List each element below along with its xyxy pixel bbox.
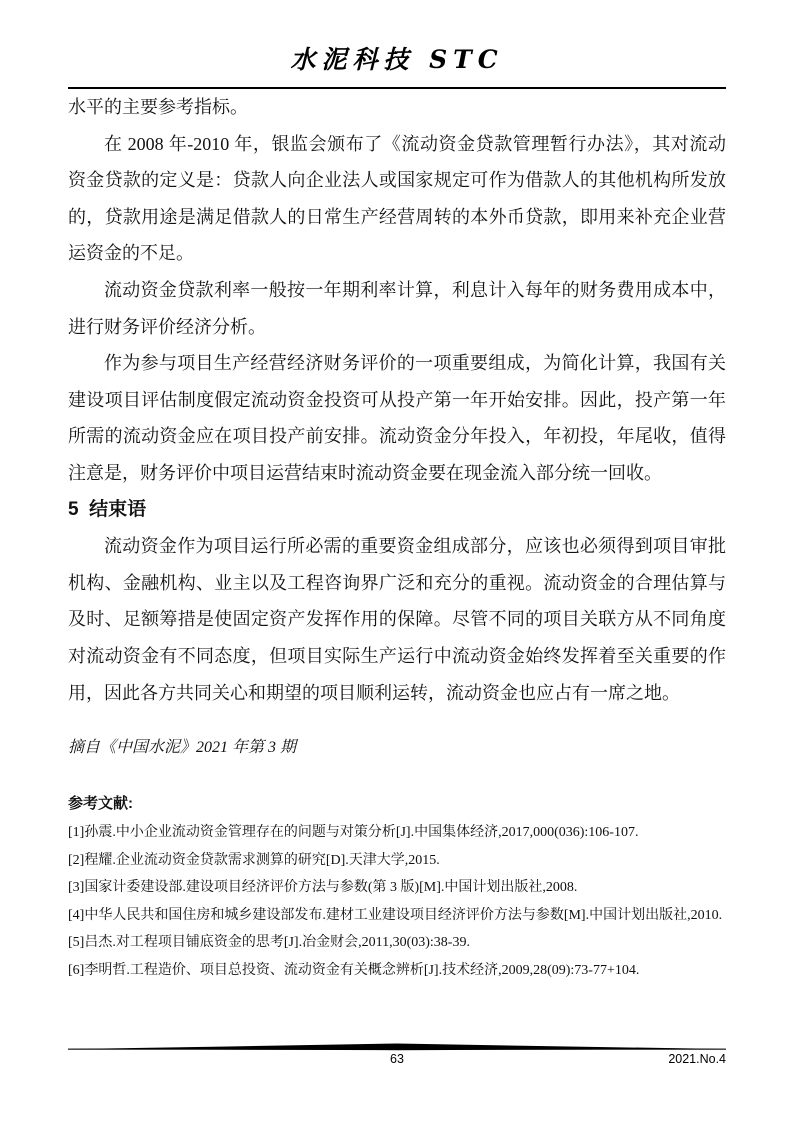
body-paragraph: 流动资金贷款利率一般按一年期利率计算，利息计入每年的财务费用成本中，进行财务评价经济分析。 [68,279,726,337]
page-footer [68,1042,726,1070]
conclusion-paragraph: 流动资金作为项目运行所必需的重要资金组成部分，应该也必须得到项目审批机构、金融机构、业主以及工程咨询界广泛和充分的重视。流动资金的合理估算与及时、足额筹措是使固定资产发挥作用的保障。尽管不同的项目关联方从不同角度对流动资金有不同态度，但项目实际生产运行中流动资金始终发挥着至关重要的作用，因此各方共同关心和期望的项目顺利运转，流动资金也应占有一席之地。 [68,536,726,703]
reference-item: [2]程耀.企业流动资金贷款需求测算的研究[D].天津大学,2015. [68,852,440,868]
article-body [68,89,726,711]
issue-label: 2021.No.4 [668,1052,726,1066]
footer-text-row [68,1052,726,1070]
references-list [68,819,726,984]
reference-item: [6]李明哲.工程造价、项目总投资、流动资金有关概念辨析[J].技术经济,2009,28(09):73-77+104. [68,962,640,978]
reference-item: [5]吕杰.对工程项目铺底资金的思考[J].冶金财会,2011,30(03):38-39. [68,935,470,951]
page-content [0,40,793,984]
section-heading-conclusion: 5 结束语 [68,498,147,520]
reference-item: [3]国家计委建设部.建设项目经济评价方法与参数(第 3 版)[M].中国计划出版社,2008. [68,880,578,896]
footer-tapered-rule [68,1042,726,1052]
reference-item: [4]中华人民共和国住房和城乡建设部发布.建材工业建设项目经济评价方法与参数[M].中国计划出版社,2010. [68,907,723,923]
references-heading: 参考文献: [68,795,133,813]
body-paragraph-continuation: 水平的主要参考指标。 [68,97,248,117]
source-note: 摘自《中国水泥》2021 年第 3 期 [68,739,297,757]
page-number: 63 [390,1052,404,1066]
reference-item: [1]孙震.中小企业流动资金管理存在的问题与对策分析[J].中国集体经济,2017,000(036):106-107. [68,825,639,841]
journal-title: 水泥科技 STC [290,45,504,74]
body-paragraph: 作为参与项目生产经营经济财务评价的一项重要组成，为简化计算，我国有关建设项目评估制度假定流动资金投资可从投产第一年开始安排。因此，投产第一年所需的流动资金应在项目投产前安排。流动资金分年投入，年初投，年尾收，值得注意是，财务评价中项目运营结束时流动资金要在现金流入部分统一回收。 [68,353,726,483]
body-paragraph: 在 2008 年-2010 年，银监会颁布了《流动资金贷款管理暂行办法》，其对流动资金贷款的定义是：贷款人向企业法人或国家规定可作为借款人的其他机构所发放的，贷款用途是满足借款人的日常生产经营周转的本外币贷款，即用来补充企业营运资金的不足。 [68,133,726,264]
